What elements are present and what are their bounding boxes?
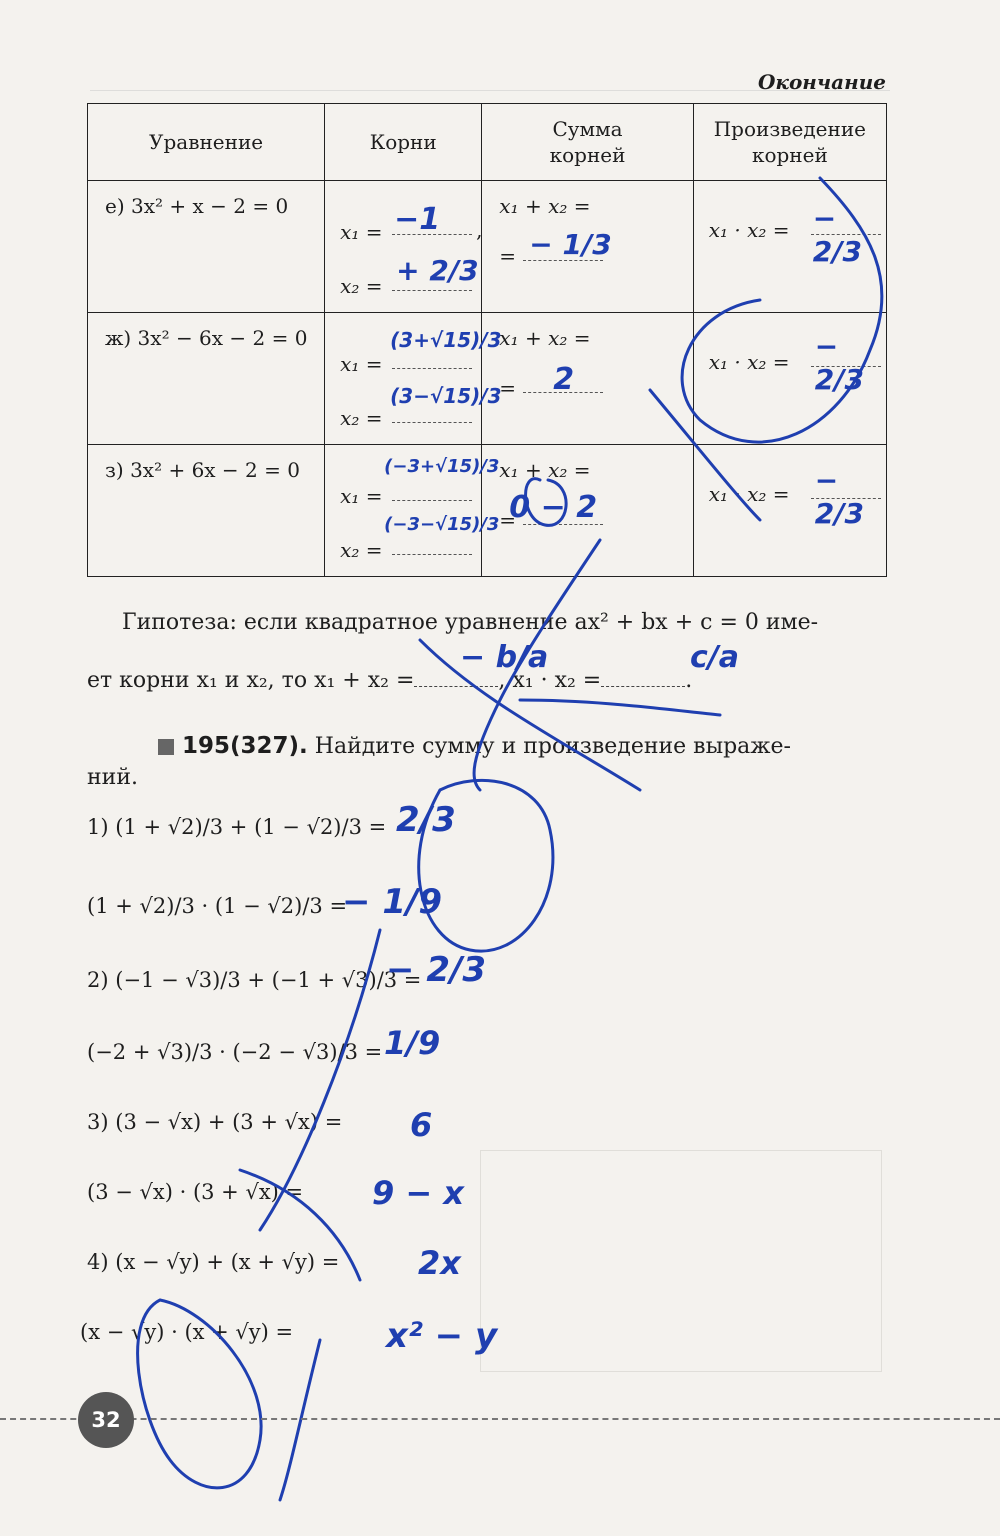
footer-divider [0, 1418, 1000, 1420]
handwritten-sum: − 1/3 [529, 228, 612, 261]
product-label: x₁ · x₂ = [708, 482, 790, 506]
handwritten-answer: 2/3 [396, 800, 456, 840]
scribble-line [520, 700, 720, 715]
exercise-label: 2) [87, 968, 109, 992]
handwritten-root2: (−3−√15)/3 [384, 514, 500, 535]
handwritten-answer: 9 − x [372, 1174, 464, 1212]
handwritten-answer: − 1/9 [342, 882, 443, 922]
exercise-expression: (x − √y) · (x + √y) = [80, 1320, 294, 1344]
root1-label: x₁ = [340, 352, 383, 376]
equation-text: ж) 3x² − 6x − 2 = 0 [105, 326, 308, 350]
scribble-loop [682, 178, 882, 442]
exercise-expression: (x − √y) + (x + √y) = [115, 1250, 340, 1274]
handwritten-root2: + 2/3 [396, 254, 479, 287]
handwritten-sum: 0 − 2 [509, 490, 598, 525]
sum-label: x₁ + x₂ = [499, 458, 591, 482]
task-number: 195(327). [182, 733, 308, 759]
exercise-label: 4) [87, 1250, 109, 1274]
continuation-label: Окончание [758, 70, 886, 94]
task-text: Найдите сумму и произведение выраже- [314, 734, 791, 759]
handwritten-hypothesis-sum: − b/a [460, 640, 549, 675]
exercise-expression: (3 − √x) + (3 + √x) = [115, 1110, 343, 1134]
handwritten-product: − 2/3 [814, 464, 864, 530]
scribble-line [280, 1340, 320, 1500]
scribble-zero [526, 479, 567, 526]
handwritten-root1: (−3+√15)/3 [384, 456, 500, 477]
exercise-expression: (−1 − √3)/3 + (−1 + √3)/3 = [115, 968, 422, 992]
root1-label: x₁ = [340, 220, 383, 244]
handwritten-answer: x² − y [386, 1316, 498, 1356]
root2-label: x₂ = [340, 406, 383, 430]
root2-label: x₂ = [340, 538, 383, 562]
scribble-loop [138, 1300, 262, 1488]
table-row: е) 3x² + x − 2 = 0 x₁ = , x₂ = −1 + 2/3 x₁ + x₂ = = − 1/3 x₁ · x₂ = − 2/3 [88, 181, 887, 313]
scribble-line [650, 390, 760, 520]
exercise-label: 3) [87, 1110, 109, 1134]
hypothesis-product-text: , x₁ · x₂ = [498, 668, 602, 693]
handwritten-answer: − 2/3 [386, 950, 487, 990]
period: . [685, 668, 693, 693]
product-label: x₁ · x₂ = [708, 350, 790, 374]
col-header-sum: Сумма корней [482, 104, 693, 181]
scribble-line [420, 640, 640, 790]
exercise-expression: (1 + √2)/3 · (1 − √2)/3 = [87, 894, 348, 918]
exercise-expression: (−2 + √3)/3 · (−2 − √3)/3 = [87, 1040, 383, 1064]
handwritten-answer: 1/9 [384, 1024, 441, 1062]
exercise-expression: (1 + √2)/3 + (1 − √2)/3 = [115, 815, 387, 839]
root1-label: x₁ = [340, 484, 383, 508]
handwritten-answer: 2x [418, 1244, 461, 1282]
hypothesis-sum-text: ет корни x₁ и x₂, то x₁ + x₂ = [87, 668, 415, 693]
handwritten-answer: 6 [410, 1106, 433, 1144]
sum-label: x₁ + x₂ = [499, 194, 591, 218]
exercise-expression: (3 − √x) · (3 + √x) = [87, 1180, 304, 1204]
col-header-product: Произведение корней [693, 104, 886, 181]
col-header-roots: Корни [325, 104, 482, 181]
handwritten-root1: −1 [394, 202, 441, 237]
equation-text: з) 3x² + 6x − 2 = 0 [105, 458, 300, 482]
equals-sign: = [499, 376, 517, 400]
scribble-oval [419, 780, 553, 951]
equation-text: е) 3x² + x − 2 = 0 [105, 194, 289, 218]
handwritten-hypothesis-product: c/a [690, 640, 739, 675]
handwritten-product: − 2/3 [814, 330, 864, 396]
root2-label: x₂ = [340, 274, 383, 298]
task-text-cont: ний. [87, 765, 138, 790]
handwritten-root2: (3−√15)/3 [390, 384, 502, 408]
scribble-line [474, 540, 600, 790]
hypothesis-line1: Гипотеза: если квадратное уравнение ax² + bx + c = 0 име- [122, 610, 819, 635]
handwritten-root1: (3+√15)/3 [390, 328, 502, 352]
handwritten-product: − 2/3 [812, 202, 862, 268]
page-number: 32 [78, 1392, 134, 1448]
col-header-equation: Уравнение [88, 104, 325, 181]
handwritten-sum: 2 [553, 362, 575, 397]
product-label: x₁ · x₂ = [708, 218, 790, 242]
exercise-label: 1) [87, 815, 109, 839]
equals-sign: = [499, 244, 517, 268]
equals-sign: = [499, 508, 517, 532]
sum-label: x₁ + x₂ = [499, 326, 591, 350]
scribble-line [240, 1170, 360, 1280]
